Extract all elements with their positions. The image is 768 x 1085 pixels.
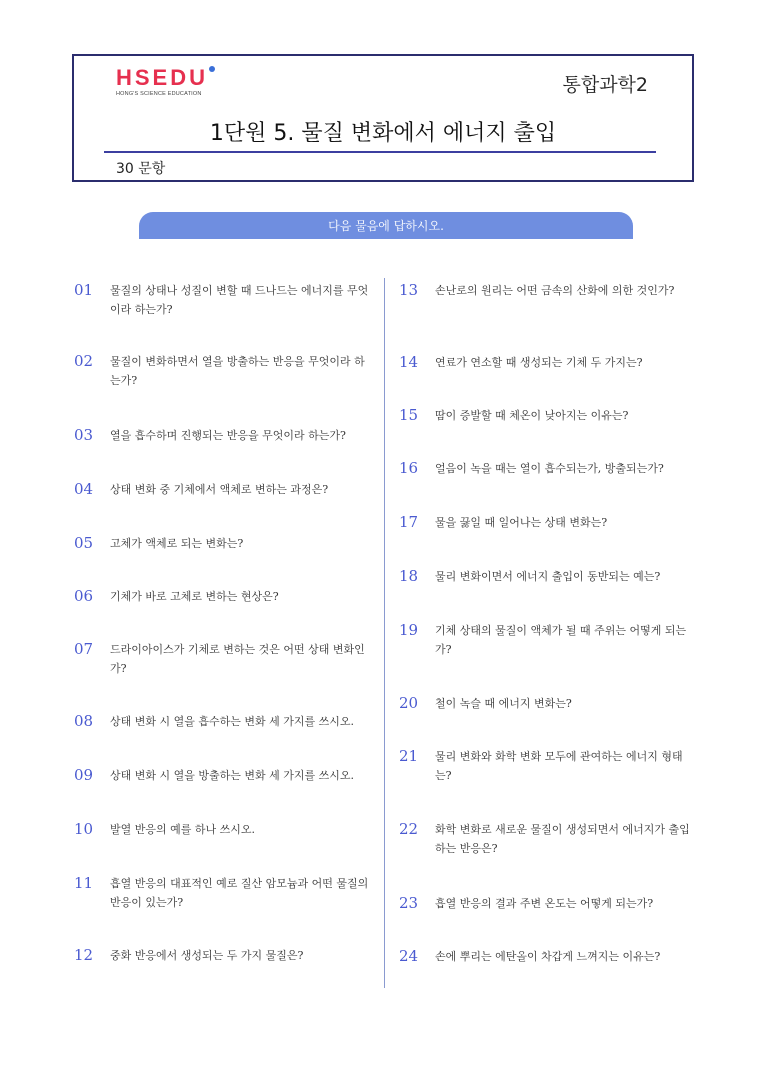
question-text: 열을 흡수하며 진행되는 반응을 무엇이라 하는가? [110, 429, 346, 442]
question-text: 물질이 변화하면서 열을 방출하는 반응을 무엇이라 하는가? [110, 355, 365, 387]
question-text: 연료가 연소할 때 생성되는 기체 두 가지는? [435, 356, 643, 369]
question-number: 21 [399, 747, 419, 765]
question-item [74, 479, 372, 499]
question-item [74, 639, 372, 678]
logo-dot-icon [209, 66, 215, 72]
question-text: 고체가 액체로 되는 변화는? [110, 537, 244, 550]
question-number: 24 [399, 947, 419, 965]
question-number: 23 [399, 894, 419, 912]
question-text: 물질의 상태나 성질이 변할 때 드나드는 에너지를 무엇이라 하는가? [110, 284, 369, 316]
question-item [399, 693, 697, 713]
question-text: 땀이 증발할 때 체온이 낮아지는 이유는? [435, 409, 629, 422]
question-item [74, 280, 372, 319]
question-item [399, 512, 697, 532]
question-text: 손난로의 원리는 어떤 금속의 산화에 의한 것인가? [435, 284, 675, 297]
question-number: 15 [399, 406, 419, 424]
question-number: 16 [399, 459, 419, 477]
question-item [74, 765, 372, 785]
question-text: 상태 변화 시 열을 방출하는 변화 세 가지를 쓰시오. [110, 769, 354, 782]
question-count: 30 문항 [116, 161, 166, 177]
question-item [399, 405, 697, 425]
logo-subtitle: HONG'S SCIENCE EDUCATION [116, 91, 202, 97]
question-text: 발열 반응의 예를 하나 쓰시오. [110, 823, 255, 836]
question-item [399, 620, 697, 659]
question-item [74, 873, 372, 912]
question-item [74, 711, 372, 731]
logo-text: HSEDU [116, 65, 209, 90]
question-item [399, 819, 697, 858]
question-number: 03 [74, 426, 94, 444]
question-number: 19 [399, 621, 419, 639]
question-item [399, 746, 697, 785]
column-divider [384, 278, 385, 988]
question-number: 07 [74, 640, 94, 658]
title-underline [104, 151, 656, 153]
question-number: 20 [399, 694, 419, 712]
question-number: 06 [74, 587, 94, 605]
question-number: 14 [399, 353, 419, 371]
question-number: 01 [74, 281, 94, 299]
question-number: 18 [399, 567, 419, 585]
question-number: 04 [74, 480, 94, 498]
question-text: 상태 변화 시 열을 흡수하는 변화 세 가지를 쓰시오. [110, 715, 354, 728]
question-number: 08 [74, 712, 94, 730]
header-box [72, 54, 694, 182]
hsedu-logo [116, 66, 215, 97]
question-item [74, 533, 372, 553]
question-item [74, 945, 372, 965]
question-text: 기체 상태의 물질이 액체가 될 때 주위는 어떻게 되는가? [435, 624, 687, 656]
question-text: 물리 변화와 화학 변화 모두에 관여하는 에너지 형태는? [435, 750, 683, 782]
question-number: 12 [74, 946, 94, 964]
question-number: 10 [74, 820, 94, 838]
question-text: 드라이아이스가 기체로 변하는 것은 어떤 상태 변화인가? [110, 643, 365, 675]
question-number: 13 [399, 281, 419, 299]
question-text: 손에 뿌리는 에탄올이 차갑게 느껴지는 이유는? [435, 950, 661, 963]
question-number: 09 [74, 766, 94, 784]
question-item [74, 586, 372, 606]
question-text: 물을 끓일 때 일어나는 상태 변화는? [435, 516, 608, 529]
subject-label: 통합과학2 [562, 74, 648, 96]
question-number: 11 [74, 874, 94, 892]
question-item [399, 280, 697, 300]
question-text: 중화 반응에서 생성되는 두 가지 물질은? [110, 949, 304, 962]
question-text: 얼음이 녹을 때는 열이 흡수되는가, 방출되는가? [435, 462, 664, 475]
instruction-banner: 다음 물음에 답하시오. [139, 212, 633, 239]
question-item [399, 893, 697, 913]
question-number: 22 [399, 820, 419, 838]
page-title: 1단원 5. 물질 변화에서 에너지 출입 [209, 121, 557, 146]
question-item [399, 458, 697, 478]
question-number: 17 [399, 513, 419, 531]
question-item [399, 566, 697, 586]
question-text: 기체가 바로 고체로 변하는 현상은? [110, 590, 279, 603]
question-number: 02 [74, 352, 94, 370]
question-text: 흡열 반응의 결과 주변 온도는 어떻게 되는가? [435, 897, 654, 910]
question-number: 05 [74, 534, 94, 552]
question-item [399, 352, 697, 372]
question-text: 흡열 반응의 대표적인 예로 질산 암모늄과 어떤 물질의 반응이 있는가? [110, 877, 369, 909]
question-text: 상태 변화 중 기체에서 액체로 변하는 과정은? [110, 483, 329, 496]
question-text: 철이 녹슬 때 에너지 변화는? [435, 697, 572, 710]
question-item [74, 819, 372, 839]
question-item [399, 946, 697, 966]
question-item [74, 425, 372, 445]
question-text: 물리 변화이면서 에너지 출입이 동반되는 예는? [435, 570, 661, 583]
question-text: 화학 변화로 새로운 물질이 생성되면서 에너지가 출입하는 반응은? [435, 823, 690, 855]
question-item [74, 351, 372, 390]
